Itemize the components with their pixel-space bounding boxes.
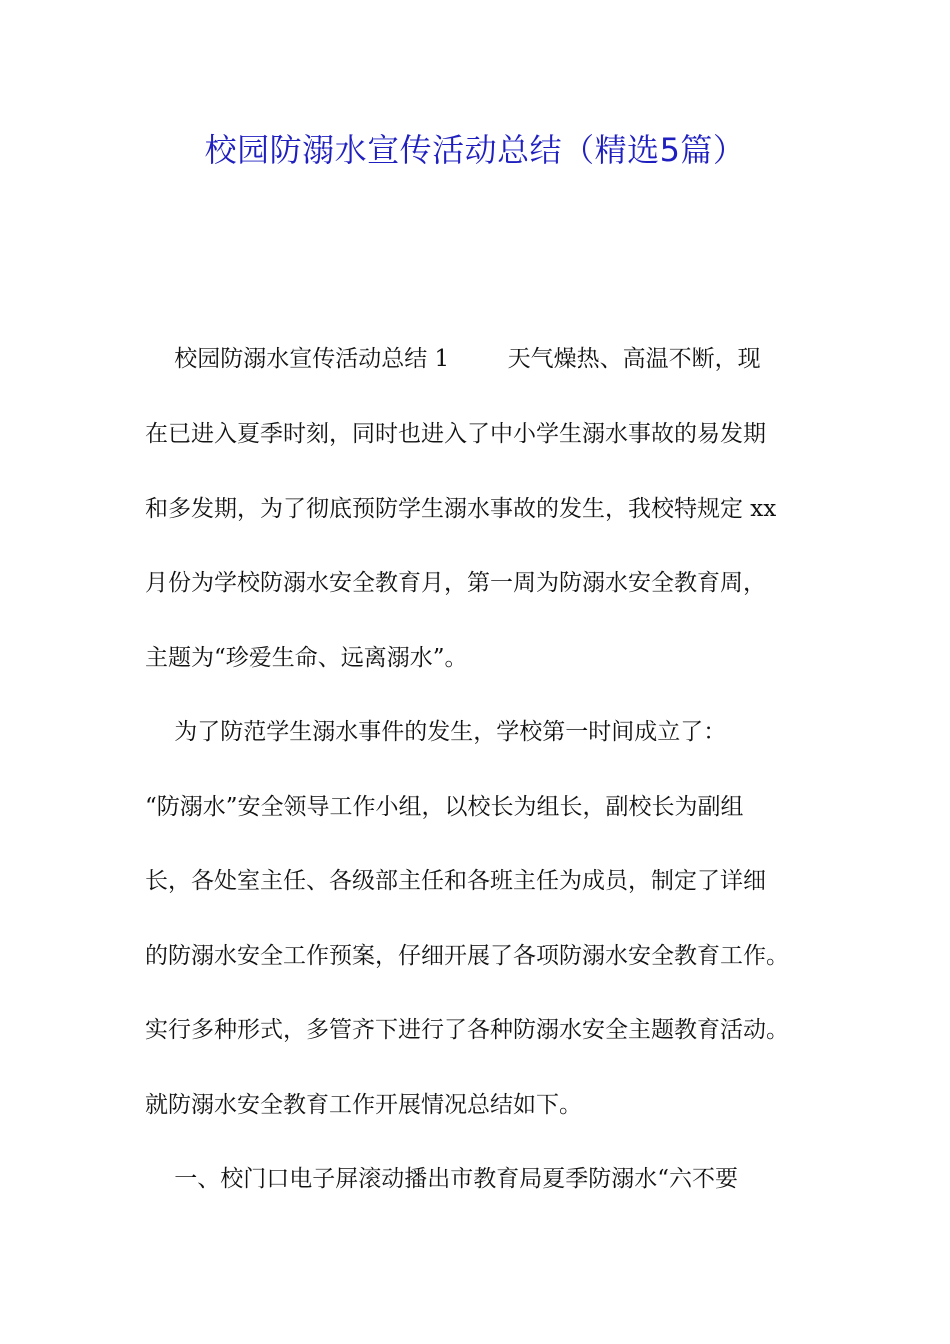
body-line: 和多发期，为了彻底预防学生溺水事故的发生，我校特规定 xx bbox=[145, 496, 777, 522]
body-line: 为了防范学生溺水事件的发生，学校第一时间成立了： bbox=[145, 719, 727, 745]
body-line: 的防溺水安全工作预案，仔细开展了各项防溺水安全教育工作。 bbox=[145, 943, 789, 969]
body-line: 一、校门口电子屏滚动播出市教育局夏季防溺水“六不要 bbox=[145, 1166, 739, 1192]
body-line: 在已进入夏季时刻，同时也进入了中小学生溺水事故的易发期 bbox=[145, 421, 766, 447]
body-line: 长，各处室主任、各级部主任和各班主任为成员，制定了详细 bbox=[145, 868, 766, 894]
body-line: “防溺水”安全领导工作小组，以校长为组长，副校长为副组 bbox=[145, 794, 744, 820]
body-line: 校园防溺水宣传活动总结 1 天气燥热、高温不断，现 bbox=[145, 346, 761, 372]
body-line: 实行多种形式，多管齐下进行了各种防溺水安全主题教育活动。 bbox=[145, 1017, 789, 1043]
body-line: 就防溺水安全教育工作开展情况总结如下。 bbox=[145, 1092, 582, 1118]
document-title: 校园防溺水宣传活动总结（精选5篇） bbox=[204, 131, 746, 169]
body-line: 月份为学校防溺水安全教育月，第一周为防溺水安全教育周， bbox=[145, 570, 766, 596]
body-line: 主题为“珍爱生命、远离溺水”。 bbox=[145, 645, 468, 671]
